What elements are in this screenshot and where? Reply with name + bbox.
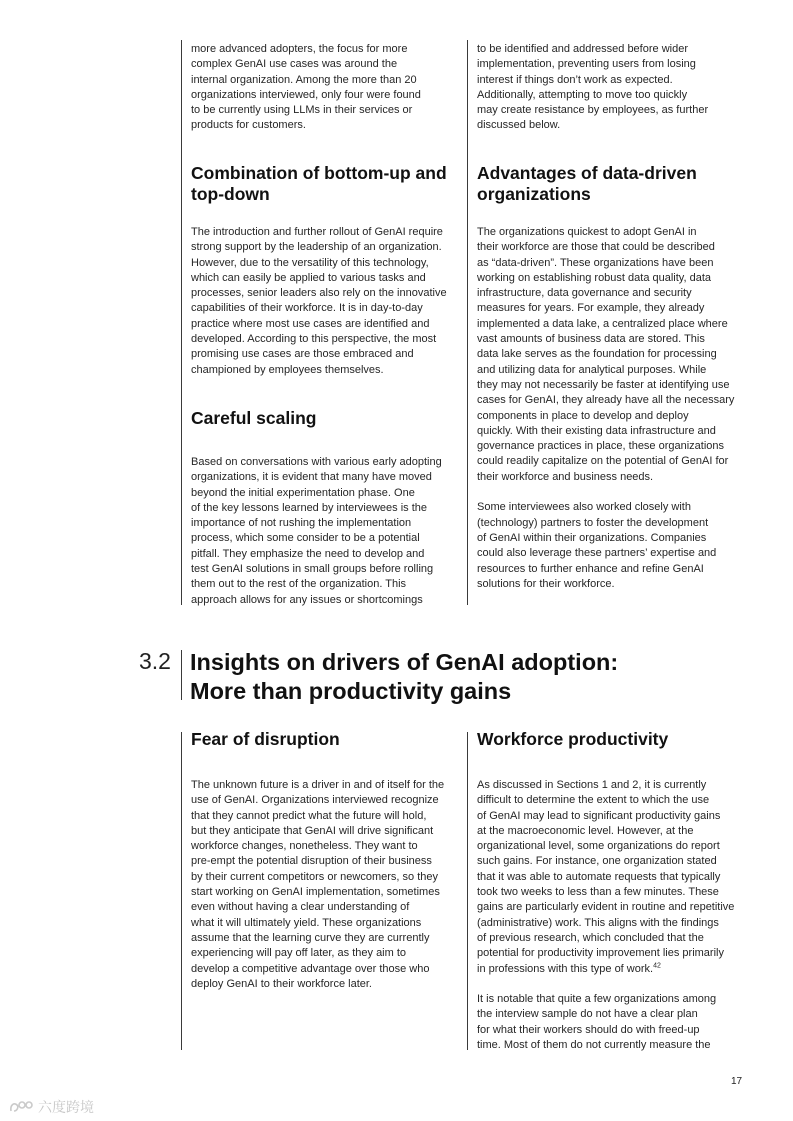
column-rule-top-right (467, 40, 468, 605)
heading-data-driven: Advantages of data-driven organizations (477, 163, 697, 204)
watermark-logo-icon (8, 1099, 34, 1115)
watermark (8, 1097, 94, 1117)
column-rule-top-left (181, 40, 182, 605)
paragraph: Some interviewees also worked closely with (technology) partners to foster the development of GenAI within their organizations. Companies could also leverage these partners’ expertise and resources to further enhance and refine GenAI solutions for their workforce. (477, 501, 717, 590)
footnote-reference[interactable]: 42 (653, 961, 661, 969)
paragraph (477, 778, 752, 977)
paragraph: to be identified and addressed before wider implementation, preventing users from losing interest if things don’t work as expected. Additionally, attempting to move too quickly may create resistance by employees, as further discussed below. (477, 43, 709, 132)
section-title: Insights on drivers of GenAI adoption: More than productivity gains (190, 649, 619, 704)
heading-workforce-productivity: Workforce productivity (477, 729, 669, 749)
bottom-left-column (191, 778, 463, 992)
paragraph: It is notable that quite a few organizations among the interview sample do not have a clear plan for what their workers should do with freed-up time. Most of them do not currently measure the (477, 993, 717, 1052)
section-number: 3.2 (139, 648, 171, 674)
top-left-column-scaling (191, 455, 463, 608)
heading-careful-scaling: Careful scaling (191, 408, 317, 428)
paragraph: more advanced adopters, the focus for more complex GenAI use cases was around the internal organization. Among the more than 20 organizations interviewed, only four were found to be currently using LLMs in their services or products for customers. (191, 43, 421, 132)
bottom-right-column (477, 778, 752, 1053)
top-left-column-body (191, 225, 463, 378)
watermark-text: 六度跨境 (38, 1099, 94, 1115)
page-number: 17 (731, 1076, 743, 1087)
paragraph: The unknown future is a driver in and of itself for the use of GenAI. Organizations interviewed recognize that they cannot predict what the future will hold, but they anticipate that GenAI will drive significant workforce changes, nonetheless. They want to pre-empt the potential disruption of their business by their current competitors or newcomers, so they start working on GenAI implementation, sometimes even without having a clear understanding of what it will ultimately yield. These organizations assume that the learning curve they are currently experiencing will pay off later, as they aim to develop a competitive advantage over those who deploy GenAI to their workforce later. (191, 779, 445, 990)
paragraph: Based on conversations with various early adopting organizations, it is evident that many have moved beyond the initial experimentation phase. One of the key lessons learned by interviewees is the importance of not rushing the implementation process, which some consider to be a potential pitfall. They emphasize the need to develop and test GenAI solutions in small groups before rolling them out to the rest of the organization. This approach allows for any issues or shortcomings (191, 456, 442, 606)
paragraph: The introduction and further rollout of GenAI require strong support by the leadership of an organization. However, due to the versatility of this technology, which can easily be applied to various tasks and processes, senior leaders also rely on the innovative capabilities of their workforce. It is in day-to-day practice where most use cases are identified and developed. According to this perspective, the most promising use cases are those embraced and championed by employees themselves. (191, 226, 447, 376)
column-rule-bottom-left (181, 732, 182, 1050)
heading-bottom-up-top-down: Combination of bottom-up and top-down (191, 163, 447, 204)
paragraph: The organizations quickest to adopt GenAI in their workforce are those that could be described as “data-driven”. These organizations have been working on establishing robust data quality, data infrastructure, data governance and security measures for years. For example, they already implemented a data lake, a centralized place where vast amounts of business data are stored. This data lake serves as the foundation for processing and utilizing data for analytical purposes. While they may not necessarily be faster at identifying use cases for GenAI, they already have all the necessary components in place to develop and deploy quickly. With their existing data infrastructure and governance practices in place, these organizations could readily capitalize on the potential of GenAI for their workforce and business needs. (477, 226, 735, 483)
column-rule-bottom-right (467, 732, 468, 1050)
top-right-column-body (477, 225, 752, 592)
top-right-column (477, 42, 752, 148)
paragraph-text: As discussed in Sections 1 and 2, it is currently difficult to determine the extent to which the use of GenAI may lead to significant productivity gains at the macroeconomic level. However, at the organizational level, some organizations do report such gains. For instance, one organization stated that it was able to automate requests that typically took two weeks to less than a few minutes. These gains are particularly evident in routine and repetitive (administrative) work. This aligns with the findings of previous research, which concluded that the potential for productivity improvement lies primarily in professions with this type of work. (477, 779, 735, 975)
section-number-rule (181, 650, 182, 700)
top-left-column (191, 42, 463, 148)
heading-fear-of-disruption: Fear of disruption (191, 729, 340, 749)
